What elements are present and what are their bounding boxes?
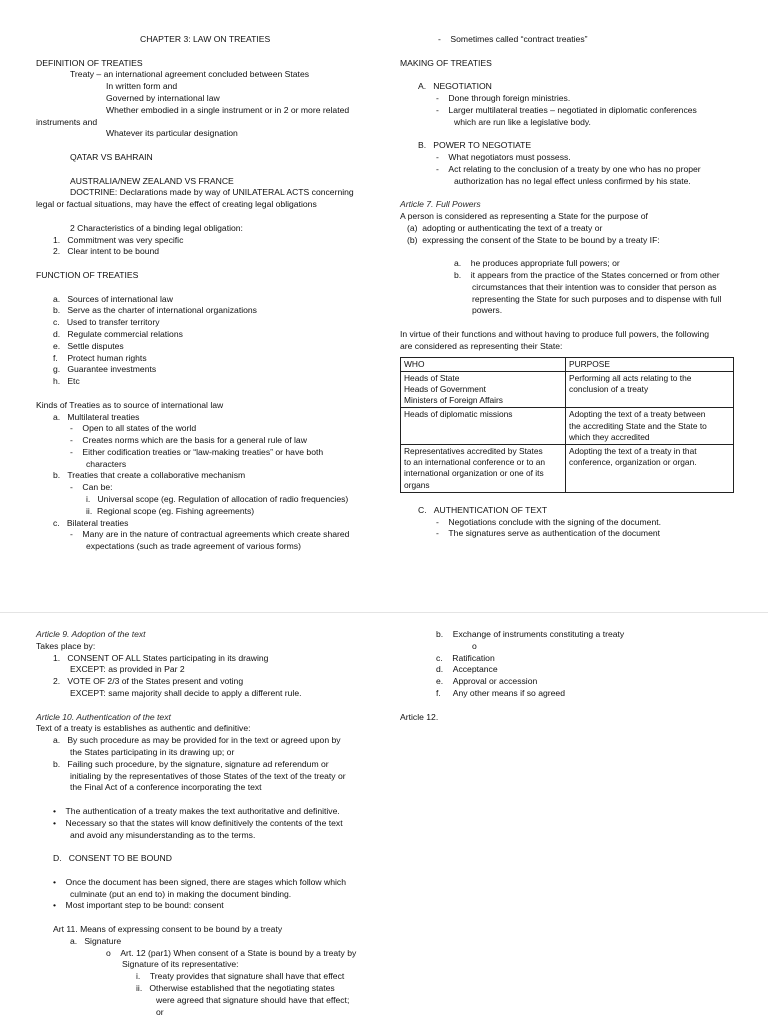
text-line: a. Multilateral treaties (53, 411, 140, 422)
text-line: D. CONSENT TO BE BOUND (53, 853, 172, 864)
right-column-bottom (400, 505, 734, 540)
text-line: which are run like a legislative body. (454, 116, 591, 127)
table-cell-who: Heads of diplomatic missions (401, 408, 566, 445)
text-line: DEFINITION OF TREATIES (36, 57, 143, 68)
text-line: a. By such procedure as may be provided for in the text or agreed upon by (53, 735, 341, 746)
text-line: f. Any other means if so agreed (436, 687, 565, 698)
table-cell-who: Representatives accredited by States to an international conference or to an international organization or one of its organs (401, 444, 566, 492)
blank-line (400, 317, 734, 329)
table-header-who: WHO (401, 357, 566, 371)
text-line: powers. (472, 305, 503, 316)
text-line: - The signatures serve as authentication of the document (436, 528, 661, 539)
blank-line (36, 164, 388, 176)
text-line: c. Ratification (436, 652, 495, 663)
text-line: AUSTRALIA/NEW ZEALAND VS FRANCE (70, 175, 234, 186)
blank-line (400, 69, 734, 81)
article-heading: Article 7. Full Powers (400, 199, 481, 210)
text-line: ii. Regional scope (eg. Fishing agreements) (86, 505, 255, 516)
right-column (400, 629, 734, 723)
text-line: Treaty – an international agreement concluded between States (70, 69, 310, 80)
text-line: - Open to all states of the world (70, 423, 197, 434)
text-line: 2 Characteristics of a binding legal obligation: (70, 222, 243, 233)
text-line: e. Settle disputes (53, 340, 124, 351)
text-line: representing the State for such purposes and to dispense with full (472, 293, 722, 304)
text-line: - What negotiators must possess. (436, 151, 571, 162)
blank-line (36, 700, 388, 712)
text-line: and avoid any misunderstanding as to the terms. (70, 829, 256, 840)
text-line: d. Regulate commercial relations (53, 328, 183, 339)
text-line: b. Exchange of instruments constituting a treaty (436, 629, 625, 639)
text-line: o (472, 640, 477, 651)
text-line: (b) expressing the consent of the State to be bound by a treaty IF: (407, 234, 660, 245)
text-line: Whatever its particular designation (106, 128, 238, 139)
text-line: initialing by the representatives of those States of the text of the treaty or (70, 770, 346, 781)
text-line: culminate (put an end to) in making the document binding. (70, 888, 292, 899)
text-line: c. Used to transfer territory (53, 317, 160, 328)
blank-line (36, 282, 388, 294)
text-line: • Once the document has been signed, there are stages which follow which (53, 876, 346, 887)
blank-line (36, 794, 388, 806)
text-line: expectations (such as trade agreement of various forms) (86, 541, 301, 552)
text-line: Text of a treaty is establishes as authentic and definitive: (36, 723, 251, 734)
blank-line (400, 187, 734, 199)
text-line: o Art. 12 (par1) When consent of a State is bound by a treaty by (106, 947, 357, 958)
text-line: - Creates norms which are the basis for a general rule of law (70, 435, 307, 446)
blank-line (400, 246, 734, 258)
text-line: b. Serve as the charter of international organizations (53, 305, 257, 316)
text-line: Article 12. (400, 711, 439, 722)
text-line: g. Guarantee investments (53, 364, 157, 375)
blank-line (36, 841, 388, 853)
text-line: FUNCTION OF TREATIES (36, 269, 139, 280)
right-column (400, 34, 734, 540)
text-line: (a) adopting or authenticating the text of a treaty or (407, 222, 603, 233)
text-line: the States participating in its drawing up; or (70, 746, 235, 757)
text-line: legal or factual situations, may have the effect of creating legal obligations (36, 199, 317, 210)
text-line: d. Acceptance (436, 664, 498, 675)
left-column (36, 34, 388, 553)
text-line: Governed by international law (106, 92, 220, 103)
text-line: In written form and (106, 81, 178, 92)
table-cell-purpose: Adopting the text of a treaty in that conference, organization or organ. (566, 444, 734, 492)
text-line: 2. VOTE OF 2/3 of the States present and voting (53, 676, 244, 687)
text-line: Kinds of Treaties as to source of international law (36, 399, 224, 410)
blank-line (36, 46, 388, 58)
full-powers-table (400, 357, 734, 493)
text-line: 1. Commitment was very specific (53, 234, 184, 245)
text-line: b. it appears from the practice of the States concerned or from other (454, 269, 720, 280)
text-line: - Either codification treaties or “law-making treaties” or have both (70, 446, 324, 457)
text-line: - Act relating to the conclusion of a treaty by one who has no proper (436, 163, 701, 174)
blank-line (36, 140, 388, 152)
right-column-top (400, 34, 734, 353)
table-row (401, 408, 734, 445)
text-line: Takes place by: (36, 640, 96, 651)
text-line: Signature of its representative: (122, 959, 239, 970)
text-line: are considered as representing their State: (400, 340, 563, 351)
table-header-row (401, 357, 734, 371)
text-line: circumstances that their intention was to consider that person as (472, 281, 717, 292)
text-line: a. Sources of international law (53, 293, 173, 304)
table-cell-purpose: Adopting the text of a treaty between the accrediting State and the State to which they accredited (566, 408, 734, 445)
blank-line (400, 46, 734, 58)
text-line: c. Bilateral treaties (53, 517, 129, 528)
text-line: A. NEGOTIATION (418, 81, 492, 92)
text-line: were agreed that signature should have that effect; (156, 994, 350, 1005)
text-line: i. Treaty provides that signature shall have that effect (136, 971, 345, 982)
text-line: - Done through foreign ministries. (436, 92, 571, 103)
text-line: EXCEPT: same majority shall decide to apply a different rule. (70, 687, 302, 698)
text-line: Art 11. Means of expressing consent to be bound by a treaty (53, 923, 283, 934)
text-line: b. Treaties that create a collaborative mechanism (53, 470, 246, 481)
text-line: C. AUTHENTICATION OF TEXT (418, 504, 548, 515)
text-line: EXCEPT: as provided in Par 2 (70, 664, 185, 675)
text-line: CHAPTER 3: LAW ON TREATIES (140, 34, 271, 44)
text-line: the Final Act of a conference incorporating the text (70, 782, 262, 793)
page-2 (0, 612, 768, 1025)
text-line: instruments and (36, 116, 98, 127)
text-line: f. Protect human rights (53, 352, 147, 363)
table-cell-who: Heads of State Heads of Government Ministers of Foreign Affairs (401, 371, 566, 408)
text-line: B. POWER TO NEGOTIATE (418, 140, 532, 151)
text-line: • Necessary so that the states will know definitively the contents of the text (53, 817, 343, 828)
text-line: or (156, 1006, 164, 1017)
text-line: Whether embodied in a single instrument or in 2 or more related (106, 104, 350, 115)
blank-line (36, 258, 388, 270)
text-line: a. Signature (70, 935, 122, 946)
text-line: - Sometimes called “contract treaties” (438, 34, 588, 44)
text-line: In virtue of their functions and without having to produce full powers, the following (400, 328, 710, 339)
text-line: - Can be: (70, 482, 113, 493)
table-row (401, 371, 734, 408)
article-heading: Article 9. Adoption of the text (36, 629, 146, 639)
blank-line (36, 388, 388, 400)
table-cell-purpose: Performing all acts relating to the conclusion of a treaty (566, 371, 734, 408)
article-heading: Article 10. Authentication of the text (36, 711, 171, 722)
blank-line (36, 865, 388, 877)
text-line: i. Universal scope (eg. Regulation of allocation of radio frequencies) (86, 494, 349, 505)
text-line: - Larger multilateral treaties – negotiated in diplomatic conferences (436, 104, 697, 115)
text-line: b. Failing such procedure, by the signature, signature ad referendum or (53, 758, 329, 769)
text-line: - Many are in the nature of contractual agreements which create shared (70, 529, 350, 540)
text-line: A person is considered as representing a State for the purpose of (400, 210, 648, 221)
text-line: • Most important step to be bound: consent (53, 900, 224, 911)
blank-line (400, 128, 734, 140)
blank-line (36, 211, 388, 223)
text-line: - Negotiations conclude with the signing of the document. (436, 516, 662, 527)
text-line: 2. Clear intent to be bound (53, 246, 160, 257)
text-line: 1. CONSENT OF ALL States participating in its drawing (53, 652, 269, 663)
text-line: characters (86, 458, 127, 469)
text-line: e. Approval or accession (436, 676, 538, 687)
text-line: a. he produces appropriate full powers; or (454, 258, 620, 269)
table-header-purpose: PURPOSE (566, 357, 734, 371)
text-line: MAKING OF TREATIES (400, 57, 492, 68)
table-row (401, 444, 734, 492)
text-line: QATAR VS BAHRAIN (70, 151, 153, 162)
blank-line (36, 912, 388, 924)
text-line: h. Etc (53, 376, 80, 387)
text-line: ii. Otherwise established that the negotiating states (136, 982, 335, 993)
text-line: authorization has no legal effect unless confirmed by his state. (454, 175, 691, 186)
text-line: • The authentication of a treaty makes the text authoritative and definitive. (53, 805, 340, 816)
blank-line (400, 700, 734, 712)
text-line: DOCTRINE: Declarations made by way of UNILATERAL ACTS concerning (70, 187, 354, 198)
left-column (36, 629, 388, 1018)
